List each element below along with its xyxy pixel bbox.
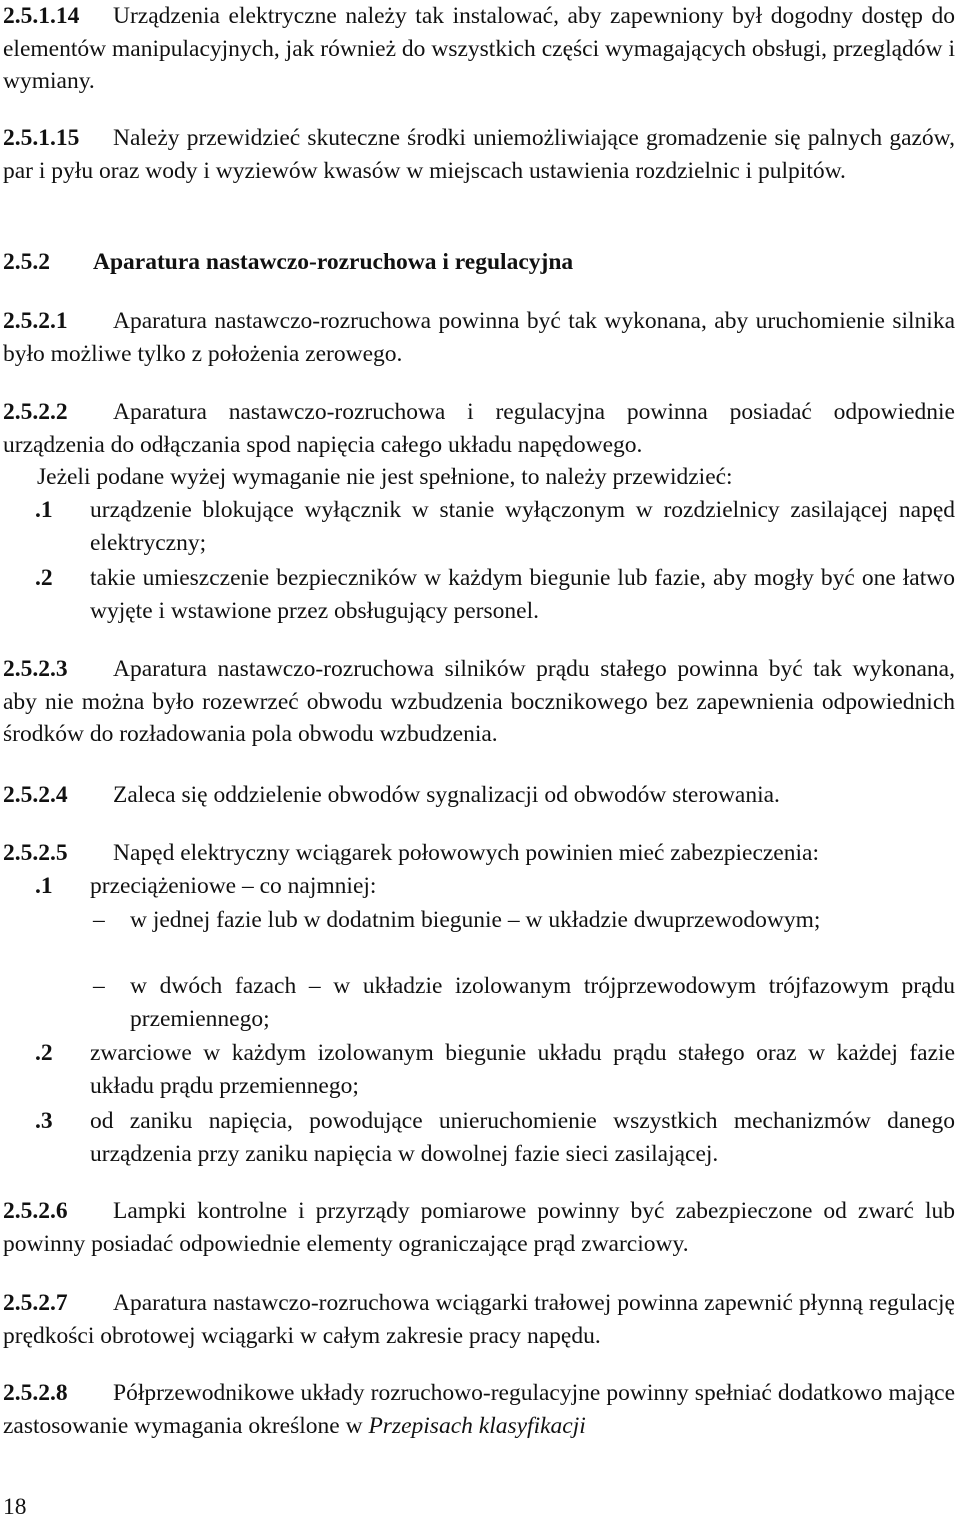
list-item-label: .1 (35, 497, 53, 523)
list-item-text: od zaniku napięcia, powodujące unieruchomienie wszystkich mechanizmów danego urządzenia przy zaniku napięcia w dowolnej fazie sieci zasilającej. (90, 1108, 955, 1167)
list-item-text: takie umieszczenie bezpieczników w każdym biegunie lub fazie, aby mogły być one łatwo wyjęte i wstawione przez obsługujący personel. (90, 565, 955, 624)
section-number: 2.5.2.1 (3, 308, 68, 334)
section-number: 2.5.2.7 (3, 1290, 68, 1316)
paragraph-2-5-2-7 (3, 1287, 955, 1352)
paragraph-2-5-2-4 (3, 779, 955, 812)
paragraph-text: Aparatura nastawczo-rozruchowa wciągarki trałowej powinna zapewnić płynną regulację prędkości obrotowej wciągarki w całym zakresie pracy napędu. (3, 1290, 955, 1349)
section-number: 2.5.2.3 (3, 656, 68, 682)
paragraph-text: Aparatura nastawczo-rozruchowa i regulacyjna powinna posiadać odpowiednie urządzenia do odłączania spod napięcia całego układu napędowego. (3, 399, 955, 458)
section-number: 2.5.2.6 (3, 1198, 68, 1224)
paragraph-2-5-2-6 (3, 1195, 955, 1260)
list-item-text: przeciążeniowe – co najmniej: (90, 873, 377, 899)
section-number: 2.5.1.15 (3, 125, 80, 151)
italic-reference: Przepisach klasyfikacji (368, 1412, 586, 1439)
paragraph-2-5-2-8 (3, 1377, 955, 1442)
section-number: 2.5.1.14 (3, 3, 80, 29)
paragraph-2-5-2-5 (3, 837, 955, 870)
list-item-label: .2 (35, 1040, 53, 1066)
list-item-label: .1 (35, 873, 53, 899)
paragraph-text: Urządzenia elektryczne należy tak instalować, aby zapewniony był dogodny dostęp do elementów manipulacyjnych, jak również do wszystkich części wymagających obsługi, przeglądów i wymiany. (3, 3, 955, 94)
paragraph-text: Półprzewodnikowe układy rozruchowo-regulacyjne powinny spełniać dodatkowo mające zastosowanie wymagania określone w (3, 1380, 955, 1439)
list-item-label: .3 (35, 1108, 53, 1134)
paragraph-text: Aparatura nastawczo-rozruchowa powinna być tak wykonana, aby uruchomienie silnika było możliwe tylko z położenia zerowego. (3, 308, 955, 367)
dash-bullet: – (93, 907, 105, 933)
paragraph-text: Jeżeli podane wyżej wymaganie nie jest spełnione, to należy przewidzieć: (37, 464, 733, 490)
list-item-text: urządzenie blokujące wyłącznik w stanie wyłączonym w rozdzielnicy zasilającej napęd elektryczny; (90, 497, 955, 556)
section-number: 2.5.2.4 (3, 782, 68, 808)
dash-item-text: w jednej fazie lub w dodatnim biegunie – w układzie dwuprzewodowym; (130, 907, 821, 933)
dash-bullet: – (93, 973, 105, 999)
section-title: Aparatura nastawczo-rozruchowa i regulacyjna (93, 249, 574, 275)
list-item-label: .2 (35, 565, 53, 591)
paragraph-2-5-2-3 (3, 653, 955, 751)
section-number: 2.5.2.2 (3, 399, 68, 425)
paragraph-text: Aparatura nastawczo-rozruchowa silników prądu stałego powinna być tak wykonana, aby nie można było rozewrzeć obwodu wzbudzenia bocznikowego bez zapewnienia odpowiednich środków do rozładowania pola obwodu wzbudzenia. (3, 656, 955, 747)
dash-item-text: w dwóch fazach – w układzie izolowanym trójprzewodowym trójfazowym prądu przemiennego; (130, 973, 955, 1032)
paragraph-2-5-1-14 (3, 0, 955, 98)
paragraph-text: Zaleca się oddzielenie obwodów sygnalizacji od obwodów sterowania. (113, 782, 780, 808)
paragraph-text: Lampki kontrolne i przyrządy pomiarowe powinny być zabezpieczone od zwarć lub powinny posiadać odpowiednie elementy ograniczające prąd zwarciowy. (3, 1198, 955, 1257)
section-heading-2-5-2 (3, 246, 955, 279)
list-item-text: zwarciowe w każdym izolowanym biegunie układu prądu stałego oraz w każdej fazie układu prądu przemiennego; (90, 1040, 955, 1099)
section-number: 2.5.2.5 (3, 840, 68, 866)
paragraph-2-5-2-2 (3, 396, 955, 461)
paragraph-2-5-2-1 (3, 305, 955, 370)
paragraph-text: Napęd elektryczny wciągarek połowowych powinien mieć zabezpieczenia: (113, 840, 819, 866)
page-number: 18 (3, 1494, 27, 1520)
section-number: 2.5.2.8 (3, 1380, 68, 1406)
paragraph-text: Należy przewidzieć skuteczne środki uniemożliwiające gromadzenie się palnych gazów, par i pyłu oraz wody i wyziewów kwasów w miejscach ustawienia rozdzielnic i pulpitów. (3, 125, 955, 184)
paragraph-2-5-1-15 (3, 122, 955, 187)
section-number: 2.5.2 (3, 249, 50, 275)
